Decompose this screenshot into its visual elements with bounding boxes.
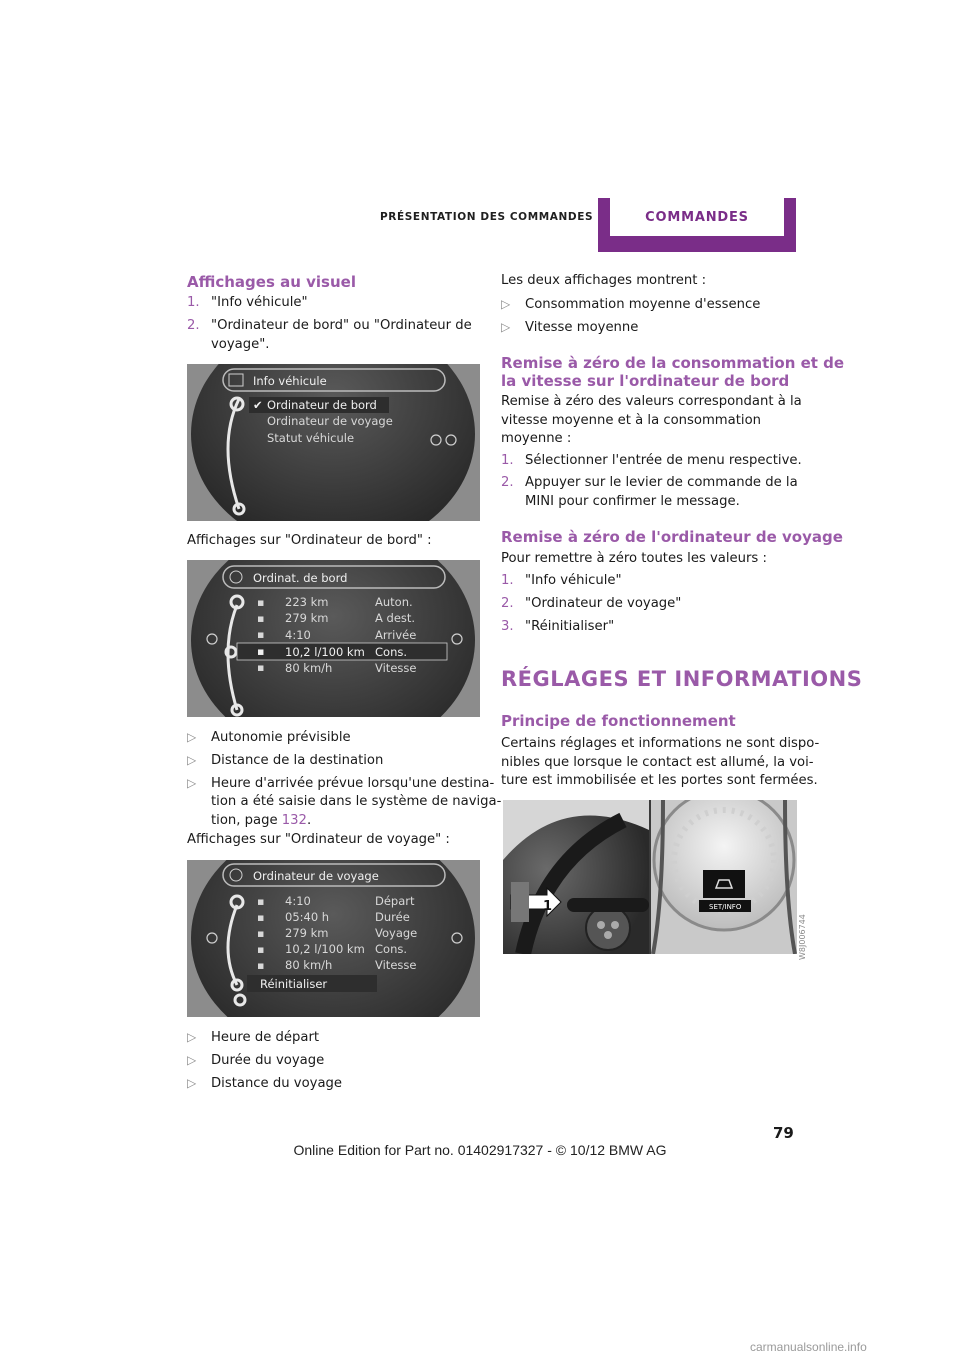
section-title: RÉGLAGES ET INFORMATIONS xyxy=(501,667,863,691)
screen-row-label-selected: Cons. xyxy=(375,645,408,659)
screen-row-value: 279 km xyxy=(285,926,329,940)
svg-text:▪: ▪ xyxy=(257,927,265,940)
header-chapter-label: COMMANDES xyxy=(610,198,784,236)
screen-row-value: 4:10 xyxy=(285,628,311,642)
list-item: 1. Sélectionner l'entrée de menu respective. xyxy=(501,453,802,468)
bullet-icon: ▷ xyxy=(501,297,511,311)
heading-reset-bord-line1: Remise à zéro de la consommation et de xyxy=(501,354,845,372)
list-item-continuation: tion, page 132. xyxy=(211,813,312,828)
screen-title: Ordinat. de bord xyxy=(253,571,348,585)
list-item: ▷ Distance du voyage xyxy=(187,1072,342,1096)
list-item: 3. "Réinitialiser" xyxy=(501,619,615,634)
bullet-icon: ▷ xyxy=(187,1030,197,1044)
list-item: ▷ Distance de la destination xyxy=(187,749,383,773)
screen-row-value: 80 km/h xyxy=(285,661,333,675)
screen-info-vehicule xyxy=(187,364,480,521)
svg-text:▪: ▪ xyxy=(257,628,265,641)
paragraph-line: vitesse moyenne et à la consommation xyxy=(501,413,761,428)
bullet-icon: ▷ xyxy=(187,776,197,790)
screen-title: Info véhicule xyxy=(253,374,327,388)
list-item: 1. "Info véhicule" xyxy=(187,295,308,310)
screen-ordinateur-de-voyage xyxy=(187,860,480,1017)
bullet-icon: ▷ xyxy=(501,320,511,334)
screen-row-value: 05:40 h xyxy=(285,910,330,924)
screen-row-value: 10,2 l/100 km xyxy=(285,942,365,956)
svg-text:▪: ▪ xyxy=(257,645,265,658)
photo-code: W8J006744 xyxy=(798,914,807,960)
list-item: 2. "Ordinateur de bord" ou "Ordinateur de xyxy=(187,318,472,333)
header-section-title: PRÉSENTATION DES COMMANDES xyxy=(380,211,594,223)
screen-row-label: Vitesse xyxy=(375,661,417,675)
svg-text:▪: ▪ xyxy=(257,612,265,625)
list-item: ▷ Consommation moyenne d'essence xyxy=(501,293,760,317)
list-item: ▷ Heure de départ xyxy=(187,1026,319,1050)
list-item-continuation: tion a été saisie dans le système de naviga- xyxy=(211,794,502,809)
svg-text:▪: ▪ xyxy=(257,596,265,609)
svg-text:▪: ▪ xyxy=(257,911,265,924)
bullet-icon: ▷ xyxy=(187,730,197,744)
list-item: ▷ Durée du voyage xyxy=(187,1049,324,1073)
page-link[interactable]: 132 xyxy=(281,813,307,828)
svg-text:▪: ▪ xyxy=(257,943,265,956)
list-item: ▷ Vitesse moyenne xyxy=(501,316,638,340)
bullet-icon: ▷ xyxy=(187,753,197,767)
screen-item-selected: Ordinateur de bord xyxy=(267,398,377,412)
paragraph-bord: Affichages sur "Ordinateur de bord" : xyxy=(187,533,432,548)
heading-reset-voyage: Remise à zéro de l'ordinateur de voyage xyxy=(501,528,843,546)
bullet-icon: ▷ xyxy=(187,1076,197,1090)
screen-row-label: Départ xyxy=(375,894,415,908)
paragraph-line: ture est immobilisée et les portes sont fermées. xyxy=(501,773,818,788)
screen-item: Statut véhicule xyxy=(267,431,355,445)
screen-row-label: Auton. xyxy=(375,595,413,609)
heading-affichages: Affichages au visuel xyxy=(187,273,356,291)
screen-row-label: A dest. xyxy=(375,611,416,625)
paragraph-reset-voyage: Pour remettre à zéro toutes les valeurs : xyxy=(501,551,767,566)
heading-reset-bord-line2: la vitesse sur l'ordinateur de bord xyxy=(501,372,790,390)
photo-steering-column-lever xyxy=(503,800,797,954)
screen-row-value-selected: 10,2 l/100 km xyxy=(285,645,365,659)
screen-row-label: Voyage xyxy=(375,926,418,940)
watermark: carmanualsonline.info xyxy=(750,1340,867,1354)
svg-text:✔: ✔ xyxy=(253,398,263,412)
screen-row-label: Arrivée xyxy=(375,628,417,642)
paragraph-line: Certains réglages et informations ne sont dispo- xyxy=(501,736,820,751)
screen-row-value: 80 km/h xyxy=(285,958,333,972)
svg-text:▪: ▪ xyxy=(257,959,265,972)
bullet-icon: ▷ xyxy=(187,1053,197,1067)
screen-row-label: Vitesse xyxy=(375,958,417,972)
paragraph-line: nibles que lorsque le contact est allumé, la voi- xyxy=(501,755,814,770)
screen-reset-item: Réinitialiser xyxy=(260,977,328,991)
screen-row-value: 279 km xyxy=(285,611,329,625)
list-item: ▷ Autonomie prévisible xyxy=(187,726,351,750)
screen-ordinateur-de-bord xyxy=(187,560,480,717)
list-item-continuation: voyage". xyxy=(211,337,270,352)
page-number: 79 xyxy=(773,1124,794,1142)
paragraph-line: Remise à zéro des valeurs correspondant à la xyxy=(501,394,802,409)
paragraph-voyage: Affichages sur "Ordinateur de voyage" : xyxy=(187,832,450,847)
list-item: ▷ Heure d'arrivée prévue lorsqu'une destina- xyxy=(187,772,494,796)
screen-row-label: Cons. xyxy=(375,942,408,956)
screen-row-value: 223 km xyxy=(285,595,329,609)
svg-text:▪: ▪ xyxy=(257,895,265,908)
list-item: 1. "Info véhicule" xyxy=(501,573,622,588)
screen-item: Ordinateur de voyage xyxy=(267,414,393,428)
screen-title: Ordinateur de voyage xyxy=(253,869,379,883)
paragraph-intro: Les deux affichages montrent : xyxy=(501,273,707,288)
svg-text:▪: ▪ xyxy=(257,661,265,674)
footer-edition: Online Edition for Part no. 01402917327 - © 10/12 BMW AG xyxy=(293,1142,667,1158)
screen-row-value: 4:10 xyxy=(285,894,311,908)
list-item: 2. "Ordinateur de voyage" xyxy=(501,596,682,611)
heading-principe: Principe de fonctionnement xyxy=(501,712,736,730)
header-chapter-tab xyxy=(598,198,796,252)
photo-button-label: SET/INFO xyxy=(709,903,742,911)
screen-row-label: Durée xyxy=(375,910,410,924)
photo-callout: 1 xyxy=(543,899,553,914)
paragraph-line: moyenne : xyxy=(501,431,572,446)
list-item-continuation: MINI pour confirmer le message. xyxy=(525,494,740,509)
list-item: 2. Appuyer sur le levier de commande de la xyxy=(501,475,798,490)
